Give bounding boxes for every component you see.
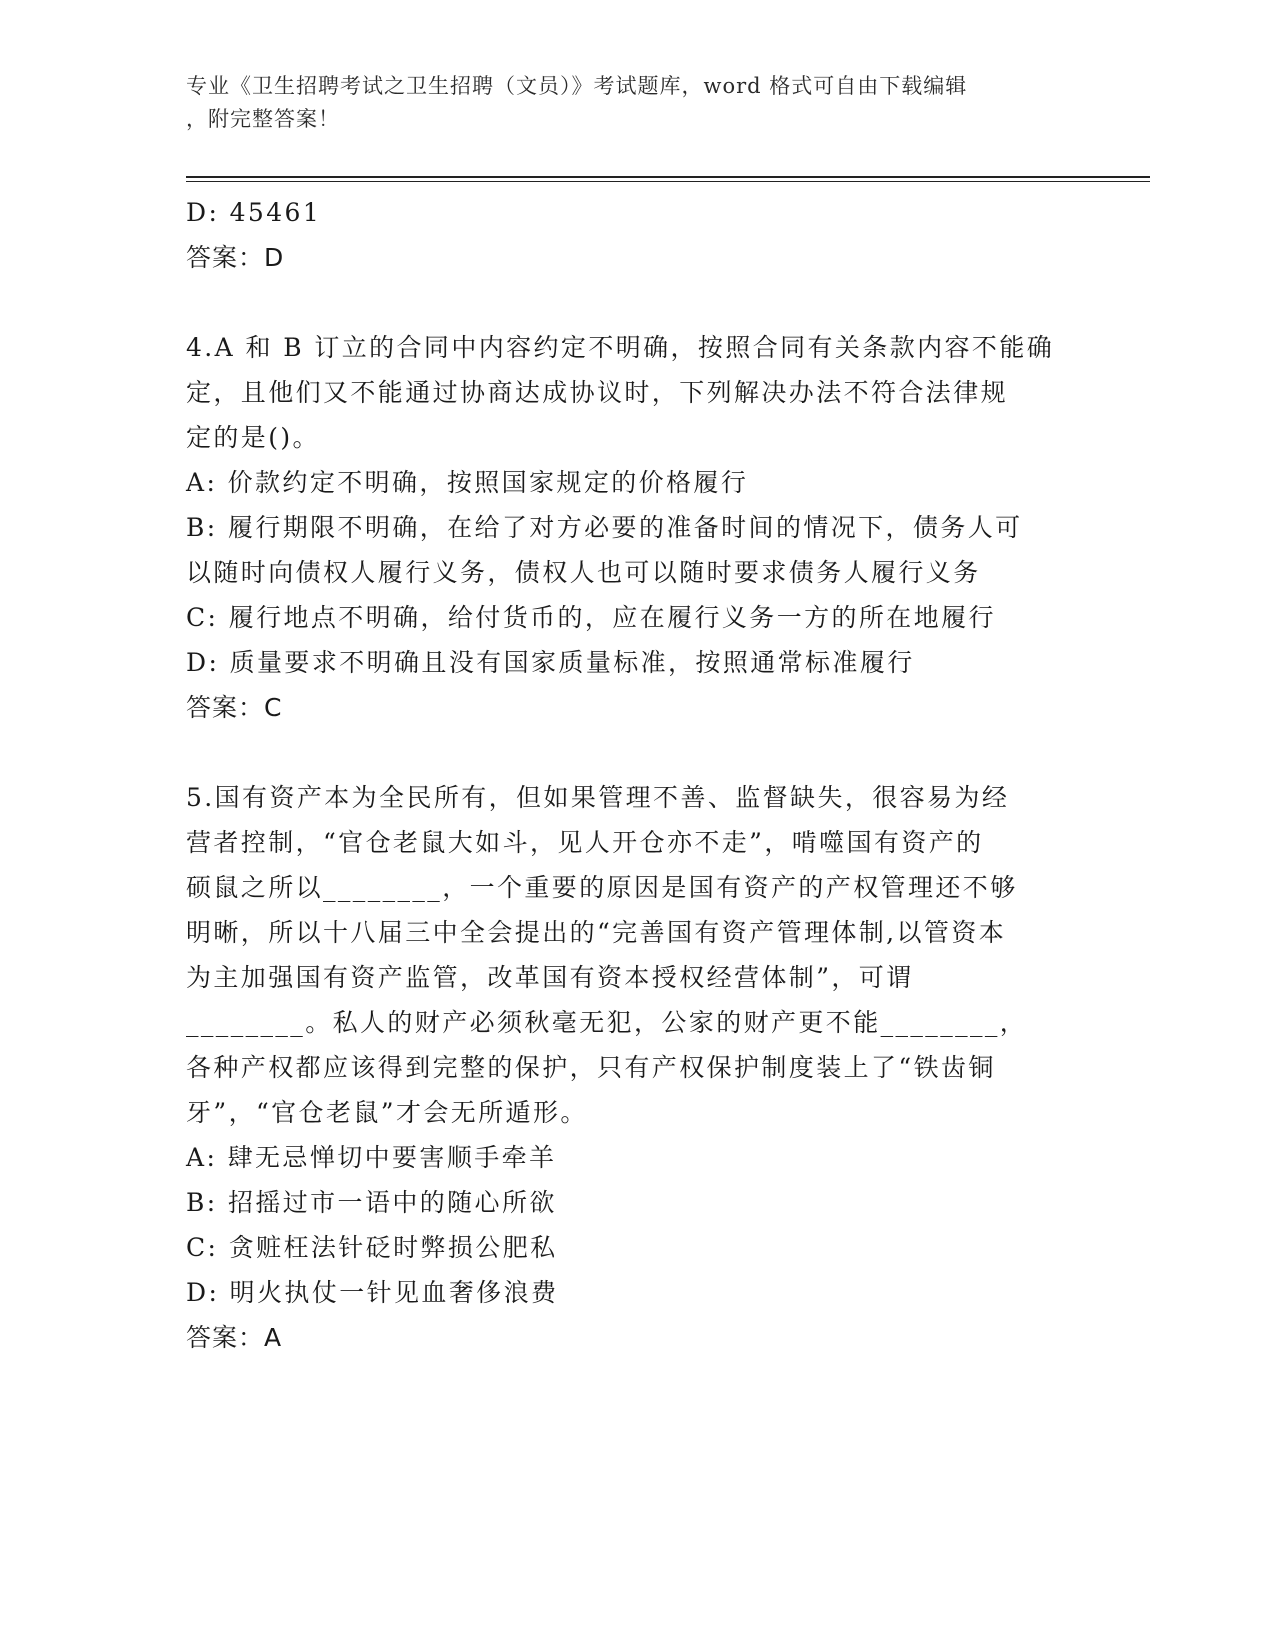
header-divider-thin (186, 181, 1150, 182)
question-stem-line: 营者控制，“官仓老鼠大如斗，见人开仓亦不走”，啃噬国有资产的 (186, 828, 984, 857)
option-b: B: 招摇过市一语中的随心所欲 (186, 1188, 557, 1217)
option-c: C: 履行地点不明确，给付货币的，应在履行义务一方的所在地履行 (186, 603, 996, 632)
option-b-line: B: 履行期限不明确，在给了对方必要的准备时间的情况下，债务人可 (186, 513, 1023, 542)
document-body (186, 190, 1086, 1360)
question-stem-line: 定的是()。 (186, 423, 320, 452)
question-stem-line: 5.国有资产本为全民所有，但如果管理不善、监督缺失，很容易为经 (186, 783, 1010, 812)
question-4 (186, 325, 1086, 730)
option-b-line: 以随时向债权人履行义务，债权人也可以随时要求债务人履行义务 (186, 558, 981, 587)
spacer (186, 280, 1086, 325)
header-line-1: 专业《卫生招聘考试之卫生招聘（文员）》考试题库，word 格式可自由下载编辑 (186, 74, 968, 98)
question-stem-line: ________。私人的财产必须秋毫无犯，公家的财产更不能________， (186, 1008, 1028, 1037)
answer-label: 答案：C (186, 693, 283, 722)
answer-label: 答案：D (186, 243, 285, 272)
question-stem-line: 定，且他们又不能通过协商达成协议时，下列解决办法不符合法律规 (186, 378, 1009, 407)
option-a: A: 肆无忌惮切中要害顺手牵羊 (186, 1143, 557, 1172)
previous-question-tail (186, 190, 1086, 280)
question-stem-line: 各种产权都应该得到完整的保护，只有产权保护制度装上了“铁齿铜 (186, 1053, 996, 1082)
option-d: D: 明火执仗一针见血奢侈浪费 (186, 1278, 559, 1307)
header-line-2: ，附完整答案！ (186, 107, 340, 131)
question-5 (186, 775, 1086, 1360)
option-c: C: 贪赃枉法针砭时弊损公肥私 (186, 1233, 558, 1262)
question-stem-line: 牙”，“官仓老鼠”才会无所遁形。 (186, 1098, 588, 1127)
spacer (186, 730, 1086, 775)
question-stem-line: 明晰，所以十八届三中全会提出的“完善国有资产管理体制,以管资本 (186, 918, 1007, 947)
answer-label: 答案：A (186, 1323, 283, 1352)
option-a: A: 价款约定不明确，按照国家规定的价格履行 (186, 468, 749, 497)
question-stem-line: 为主加强国有资产监管，改革国有资本授权经营体制”，可谓 (186, 963, 914, 992)
header-divider-thick (186, 176, 1150, 178)
option-d: D: 质量要求不明确且没有国家质量标准，按照通常标准履行 (186, 648, 915, 677)
page-header (186, 70, 1066, 136)
question-stem-line: 4.A 和 B 订立的合同中内容约定不明确，按照合同有关条款内容不能确 (186, 333, 1055, 362)
option-d: D: 45461 (186, 198, 322, 227)
question-stem-line: 硕鼠之所以________，一个重要的原因是国有资产的产权管理还不够 (186, 873, 1018, 902)
